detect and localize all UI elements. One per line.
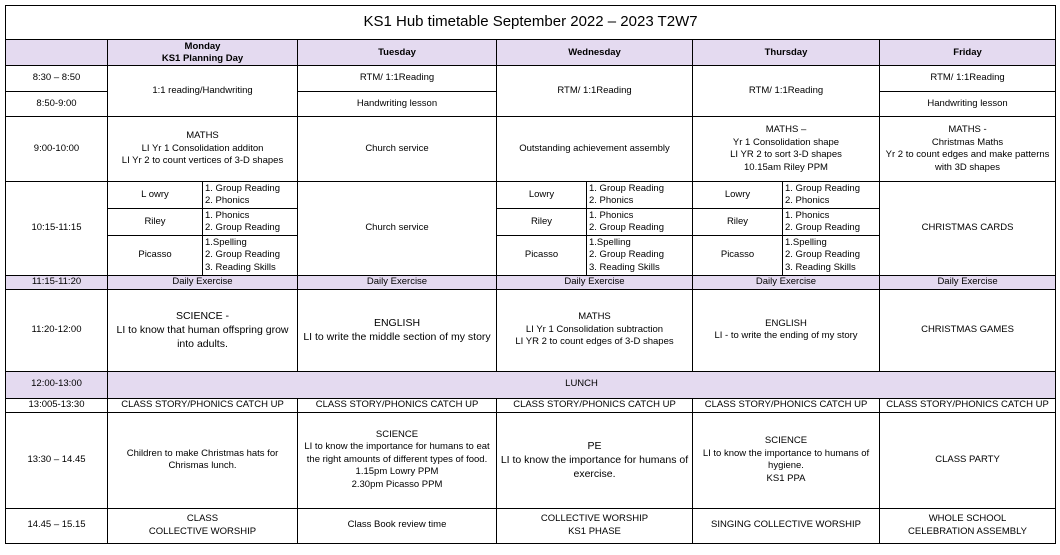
thu-group-lowry-activity: 1. Group Reading 2. Phonics — [783, 182, 880, 209]
mon-group-lowry: L owry — [108, 182, 203, 209]
tue-english: ENGLISH LI to write the middle section of my story — [298, 289, 497, 371]
thu-maths: MATHS – Yr 1 Consolidation shape LI YR 2 to sort 3-D shapes 10.15am Riley PPM — [693, 117, 880, 182]
tue-early-2: Handwriting lesson — [298, 92, 497, 117]
time-cell: 13:30 – 14.45 — [6, 412, 108, 508]
wed-exercise: Daily Exercise — [497, 276, 693, 290]
day-header-friday: Friday — [880, 40, 1056, 66]
mon-group-picasso-activity: 1.Spelling 2. Group Reading 3. Reading Skills — [203, 236, 298, 276]
tue-exercise: Daily Exercise — [298, 276, 497, 290]
mon-maths: MATHS LI Yr 1 Consolidation additon LI Yr 2 to count vertices of 3-D shapes — [108, 117, 298, 182]
monday-sublabel: KS1 Planning Day — [161, 52, 244, 64]
time-cell: 10:15-11:15 — [6, 182, 108, 276]
tue-ppm-text: 1.15pm Lowry PPM 2.30pm Picasso PPM — [351, 466, 443, 490]
page-title: KS1 Hub timetable September 2022 – 2023 T2W7 — [6, 6, 1056, 40]
tue-church-2: Church service — [298, 182, 497, 276]
day-header-tuesday: Tuesday — [298, 40, 497, 66]
wed-group-riley: Riley — [497, 209, 587, 236]
thu-science-text: LI to know the importance to humans of hygiene. — [702, 447, 870, 471]
thu-group-riley-activity: 1. Phonics 2. Group Reading — [783, 209, 880, 236]
fri-christmas-cards: CHRISTMAS CARDS — [880, 182, 1056, 276]
time-cell: 8:30 – 8:50 — [6, 66, 108, 92]
mon-story: CLASS STORY/PHONICS CATCH UP — [108, 398, 298, 412]
tue-science — [298, 412, 497, 508]
day-header-monday — [108, 40, 298, 66]
day-header-wednesday: Wednesday — [497, 40, 693, 66]
time-cell: 8:50-9:00 — [6, 92, 108, 117]
mon-group-riley: Riley — [108, 209, 203, 236]
timetable-document — [5, 5, 1055, 544]
thu-group-picasso: Picasso — [693, 236, 783, 276]
time-cell: 13:005-13:30 — [6, 398, 108, 412]
thu-ppa-text: KS1 PPA — [766, 472, 806, 484]
wed-group-riley-activity: 1. Phonics 2. Group Reading — [587, 209, 693, 236]
day-header-thursday: Thursday — [693, 40, 880, 66]
time-cell: 9:00-10:00 — [6, 117, 108, 182]
tue-science-text: SCIENCE LI to know the importance for humans to eat the right amounts of different types of food. — [304, 428, 490, 465]
wed-worship: COLLECTIVE WORSHIP KS1 PHASE — [497, 508, 693, 543]
thu-singing-worship: SINGING COLLECTIVE WORSHIP — [693, 508, 880, 543]
time-header — [6, 40, 108, 66]
fri-christmas-games: CHRISTMAS GAMES — [880, 289, 1056, 371]
wed-group-lowry: Lowry — [497, 182, 587, 209]
wed-group-picasso: Picasso — [497, 236, 587, 276]
thu-early: RTM/ 1:1Reading — [693, 66, 880, 117]
thu-exercise: Daily Exercise — [693, 276, 880, 290]
thu-science — [693, 412, 880, 508]
fri-early-1: RTM/ 1:1Reading — [880, 66, 1056, 92]
wed-assembly: Outstanding achievement assembly — [497, 117, 693, 182]
thu-group-lowry: Lowry — [693, 182, 783, 209]
mon-group-picasso: Picasso — [108, 236, 203, 276]
wed-group-lowry-activity: 1. Group Reading 2. Phonics — [587, 182, 693, 209]
thu-group-picasso-activity: 1.Spelling 2. Group Reading 3. Reading Skills — [783, 236, 880, 276]
tue-book-review: Class Book review time — [298, 508, 497, 543]
mon-group-riley-activity: 1. Phonics 2. Group Reading — [203, 209, 298, 236]
thu-group-riley: Riley — [693, 209, 783, 236]
fri-maths: MATHS - Christmas Maths Yr 2 to count edges and make patterns with 3D shapes — [880, 117, 1056, 182]
timetable — [5, 5, 1056, 544]
time-cell: 12:00-13:00 — [6, 371, 108, 398]
mon-early: 1:1 reading/Handwriting — [108, 66, 298, 117]
thu-science-head: SCIENCE — [764, 435, 808, 446]
mon-christmas-hats: Children to make Christmas hats for Chrismas lunch. — [108, 412, 298, 508]
time-cell: 14.45 – 15.15 — [6, 508, 108, 543]
monday-label: Monday — [184, 40, 221, 52]
mon-worship: CLASS COLLECTIVE WORSHIP — [108, 508, 298, 543]
fri-exercise: Daily Exercise — [880, 276, 1056, 290]
time-cell: 11:20-12:00 — [6, 289, 108, 371]
mon-exercise: Daily Exercise — [108, 276, 298, 290]
tue-church: Church service — [298, 117, 497, 182]
tue-early-1: RTM/ 1:1Reading — [298, 66, 497, 92]
lunch-cell: LUNCH — [108, 371, 1056, 398]
wed-early: RTM/ 1:1Reading — [497, 66, 693, 117]
fri-celebration: WHOLE SCHOOL CELEBRATION ASSEMBLY — [880, 508, 1056, 543]
thu-english: ENGLISH LI - to write the ending of my story — [693, 289, 880, 371]
wed-maths: MATHS LI Yr 1 Consolidation subtraction LI YR 2 to count edges of 3-D shapes — [497, 289, 693, 371]
wed-story: CLASS STORY/PHONICS CATCH UP — [497, 398, 693, 412]
fri-class-party: CLASS PARTY — [880, 412, 1056, 508]
time-cell: 11:15-11:20 — [6, 276, 108, 290]
wed-pe: PE LI to know the importance for humans of exercise. — [497, 412, 693, 508]
tue-story: CLASS STORY/PHONICS CATCH UP — [298, 398, 497, 412]
fri-early-2: Handwriting lesson — [880, 92, 1056, 117]
mon-science: SCIENCE - LI to know that human offspring grow into adults. — [108, 289, 298, 371]
fri-story: CLASS STORY/PHONICS CATCH UP — [880, 398, 1056, 412]
wed-group-picasso-activity: 1.Spelling 2. Group Reading 3. Reading Skills — [587, 236, 693, 276]
mon-group-lowry-activity: 1. Group Reading 2. Phonics — [203, 182, 298, 209]
thu-story: CLASS STORY/PHONICS CATCH UP — [693, 398, 880, 412]
